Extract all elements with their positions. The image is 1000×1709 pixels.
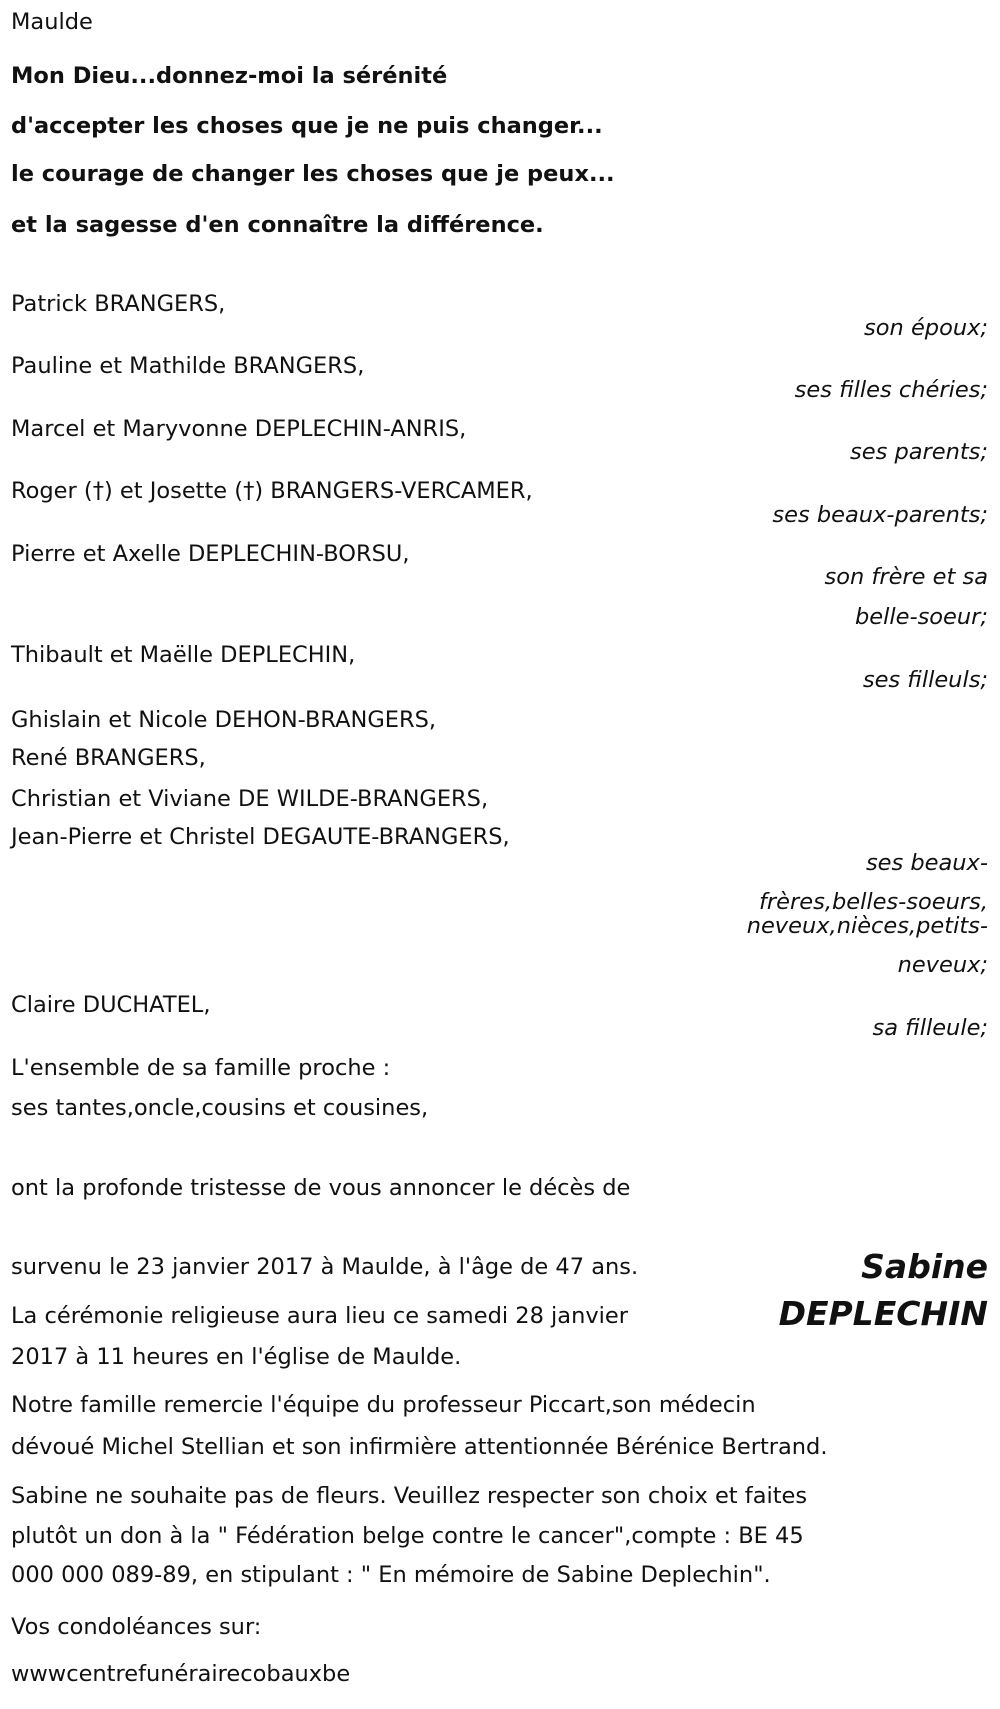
- prayer-line: le courage de changer les choses que je peux...: [11, 161, 615, 187]
- flowers-line: plutôt un don à la " Fédération belge contre le cancer",compte : BE 45: [11, 1523, 804, 1549]
- condolences-site: wwwcentrefunérairecobauxbe: [11, 1661, 351, 1687]
- family-names: Pauline et Mathilde BRANGERS,: [11, 353, 365, 379]
- details-line: 2017 à 11 heures en l'église de Maulde.: [11, 1344, 462, 1370]
- thanks-line: Notre famille remercie l'équipe du professeur Piccart,son médecin: [11, 1392, 756, 1418]
- family-relation: neveux,nièces,petits-: [746, 913, 988, 939]
- family-names: Patrick BRANGERS,: [11, 291, 226, 317]
- extended-family: ses tantes,oncle,cousins et cousines,: [11, 1095, 429, 1121]
- extended-family: L'ensemble de sa famille proche :: [11, 1055, 391, 1081]
- family-relation: frères,belles-soeurs,: [758, 889, 988, 915]
- family-relation: son frère et sa: [824, 564, 988, 590]
- details-line: La cérémonie religieuse aura lieu ce samedi 28 janvier: [11, 1303, 628, 1329]
- place: Maulde: [11, 9, 93, 35]
- family-names: Pierre et Axelle DEPLECHIN-BORSU,: [11, 541, 410, 567]
- family-relation: ses beaux-: [865, 850, 988, 876]
- family-relation: neveux;: [897, 952, 988, 978]
- family-relation: sa filleule;: [872, 1015, 988, 1041]
- family-relation: belle-soeur;: [854, 604, 988, 630]
- deceased-first-name: Sabine: [861, 1247, 988, 1286]
- family-relation: ses filles chéries;: [794, 377, 988, 403]
- family-relation: ses filleuls;: [862, 667, 988, 693]
- family-relation: ses parents;: [850, 439, 988, 465]
- family-names: Thibault et Maëlle DEPLECHIN,: [11, 642, 356, 668]
- family-names: Jean-Pierre et Christel DEGAUTE-BRANGERS,: [11, 824, 510, 850]
- family-names: Ghislain et Nicole DEHON-BRANGERS,: [11, 707, 437, 733]
- family-relation: son époux;: [864, 315, 988, 341]
- announcement: ont la profonde tristesse de vous annoncer le décès de: [11, 1175, 631, 1201]
- family-names: Christian et Viviane DE WILDE-BRANGERS,: [11, 786, 489, 812]
- prayer-line: d'accepter les choses que je ne puis changer...: [11, 113, 603, 139]
- thanks-line: dévoué Michel Stellian et son infirmière attentionnée Bérénice Bertrand.: [11, 1434, 828, 1460]
- condolences-label: Vos condoléances sur:: [11, 1614, 262, 1640]
- flowers-line: 000 000 089-89, en stipulant : " En mémoire de Sabine Deplechin".: [11, 1562, 771, 1588]
- family-relation: ses beaux-parents;: [772, 502, 988, 528]
- family-names: Roger (†) et Josette (†) BRANGERS-VERCAMER,: [11, 478, 533, 504]
- prayer-line: et la sagesse d'en connaître la différence.: [11, 212, 544, 238]
- family-names: Claire DUCHATEL,: [11, 992, 211, 1018]
- deceased-last-name: DEPLECHIN: [778, 1294, 988, 1333]
- prayer-line: Mon Dieu...donnez-moi la sérénité: [11, 63, 448, 89]
- family-names: René BRANGERS,: [11, 745, 206, 771]
- details-line: survenu le 23 janvier 2017 à Maulde, à l'âge de 47 ans.: [11, 1254, 639, 1280]
- flowers-line: Sabine ne souhaite pas de fleurs. Veuillez respecter son choix et faites: [11, 1483, 808, 1509]
- family-names: Marcel et Maryvonne DEPLECHIN-ANRIS,: [11, 416, 467, 442]
